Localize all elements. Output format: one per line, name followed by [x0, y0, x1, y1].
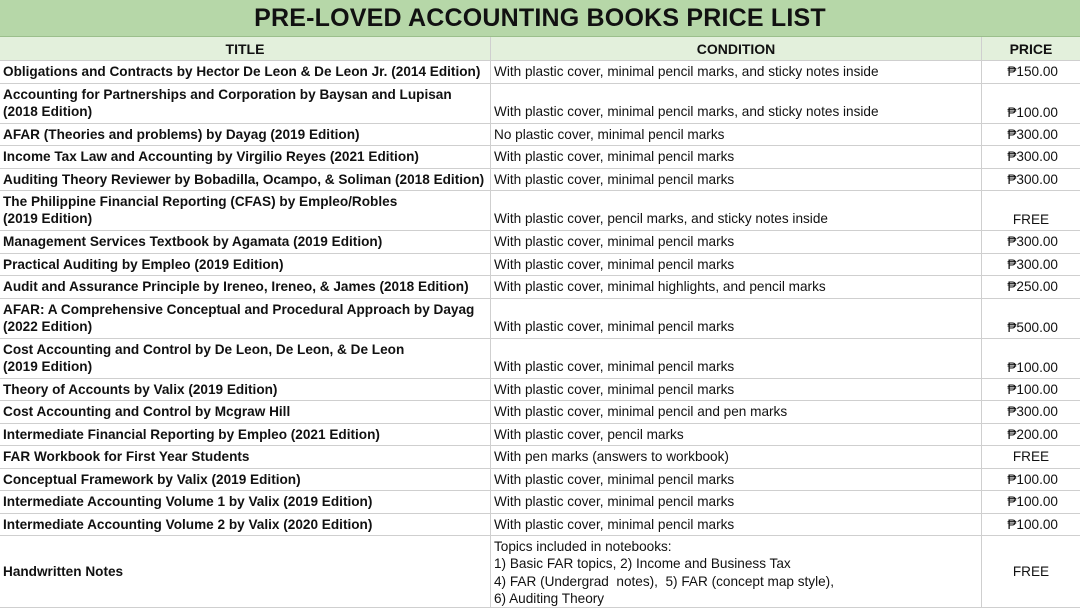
table-row — [0, 124, 1080, 147]
book-condition: With plastic cover, minimal pencil marks — [490, 231, 981, 253]
table-row — [0, 424, 1080, 447]
book-price: FREE — [981, 191, 1080, 230]
table-body — [0, 61, 1080, 608]
table-row — [0, 61, 1080, 84]
book-condition: With pen marks (answers to workbook) — [490, 446, 981, 468]
book-title: Accounting for Partnerships and Corporation by Baysan and Lupisan (2018 Edition) — [3, 86, 452, 119]
book-condition: No plastic cover, minimal pencil marks — [490, 124, 981, 146]
book-price: ₱100.00 — [981, 469, 1080, 491]
book-title: FAR Workbook for First Year Students — [3, 449, 250, 465]
book-price: ₱150.00 — [981, 61, 1080, 83]
table-row — [0, 146, 1080, 169]
book-price: FREE — [981, 446, 1080, 468]
book-price: ₱100.00 — [981, 339, 1080, 378]
book-title: Obligations and Contracts by Hector De Leon & De Leon Jr. (2014 Edition) — [3, 64, 481, 80]
book-title: Intermediate Accounting Volume 1 by Valix (2019 Edition) — [3, 494, 373, 510]
book-price: ₱100.00 — [981, 84, 1080, 123]
book-price: ₱200.00 — [981, 424, 1080, 446]
book-price: ₱300.00 — [981, 146, 1080, 168]
table-row — [0, 254, 1080, 277]
book-title: The Philippine Financial Reporting (CFAS) by Empleo/Robles (2019 Edition) — [3, 194, 398, 226]
book-price: ₱250.00 — [981, 276, 1080, 298]
book-title: Theory of Accounts by Valix (2019 Edition) — [3, 381, 278, 397]
condition-line: Topics included in notebooks: — [494, 538, 672, 554]
book-price: ₱500.00 — [981, 299, 1080, 338]
book-condition: With plastic cover, minimal pencil marks, and sticky notes inside — [490, 61, 981, 83]
book-condition: With plastic cover, minimal pencil marks — [490, 491, 981, 513]
book-price: ₱300.00 — [981, 401, 1080, 423]
condition-line: 1) Basic FAR topics, 2) Income and Business Tax — [494, 556, 791, 571]
book-price: ₱300.00 — [981, 169, 1080, 191]
book-condition: With plastic cover, minimal pencil marks — [490, 146, 981, 168]
book-title: Practical Auditing by Empleo (2019 Edition) — [3, 256, 284, 272]
book-price: ₱300.00 — [981, 231, 1080, 253]
book-title: Auditing Theory Reviewer by Bobadilla, Ocampo, & Soliman (2018 Edition) — [3, 171, 485, 187]
table-row — [0, 339, 1080, 379]
book-title: Audit and Assurance Principle by Ireneo, Ireneo, & James (2018 Edition) — [3, 279, 469, 295]
title-banner — [0, 0, 1080, 37]
book-condition: With plastic cover, minimal pencil marks — [490, 379, 981, 401]
page-title: PRE-LOVED ACCOUNTING BOOKS PRICE LIST — [254, 3, 826, 32]
book-condition: With plastic cover, minimal pencil and pen marks — [490, 401, 981, 423]
table-row — [0, 514, 1080, 537]
book-condition: With plastic cover, minimal pencil marks — [490, 169, 981, 191]
book-condition: With plastic cover, minimal pencil marks — [490, 469, 981, 491]
header-condition: CONDITION — [490, 37, 981, 60]
book-condition: With plastic cover, minimal pencil marks, and sticky notes inside — [490, 84, 981, 123]
header-title: TITLE — [225, 40, 265, 57]
book-title: Intermediate Financial Reporting by Empleo (2021 Edition) — [3, 426, 380, 442]
book-condition: With plastic cover, pencil marks, and sticky notes inside — [490, 191, 981, 230]
table-row — [0, 191, 1080, 231]
book-title: Cost Accounting and Control by Mcgraw Hill — [3, 404, 291, 420]
condition-line: 4) FAR (Undergrad notes), 5) FAR (concept map style), — [494, 573, 834, 589]
book-condition: With plastic cover, minimal pencil marks — [490, 339, 981, 378]
book-title: AFAR (Theories and problems) by Dayag (2019 Edition) — [3, 126, 360, 142]
book-condition — [490, 536, 981, 607]
book-condition: With plastic cover, minimal highlights, and pencil marks — [490, 276, 981, 298]
book-price: ₱300.00 — [981, 124, 1080, 146]
book-condition: With plastic cover, pencil marks — [490, 424, 981, 446]
table-row — [0, 276, 1080, 299]
book-condition: With plastic cover, minimal pencil marks — [490, 514, 981, 536]
book-price: ₱100.00 — [981, 491, 1080, 513]
table-row — [0, 379, 1080, 402]
book-price: ₱100.00 — [981, 514, 1080, 536]
header-price: PRICE — [981, 37, 1080, 60]
book-title: Handwritten Notes — [3, 564, 124, 579]
book-price: ₱300.00 — [981, 254, 1080, 276]
table-row — [0, 299, 1080, 339]
table-row — [0, 469, 1080, 492]
table-row — [0, 401, 1080, 424]
book-title: AFAR: A Comprehensive Conceptual and Procedural Approach by Dayag (2022 Edition) — [3, 301, 475, 334]
book-price: ₱100.00 — [981, 379, 1080, 401]
book-title: Management Services Textbook by Agamata (2019 Edition) — [3, 234, 383, 250]
book-title: Cost Accounting and Control by De Leon, De Leon, & De Leon (2019 Edition) — [3, 341, 405, 374]
table-row — [0, 491, 1080, 514]
book-price: FREE — [981, 536, 1080, 607]
table-row — [0, 169, 1080, 192]
table-row — [0, 446, 1080, 469]
table-row — [0, 536, 1080, 608]
table-header — [0, 37, 1080, 61]
book-condition: With plastic cover, minimal pencil marks — [490, 299, 981, 338]
table-row — [0, 231, 1080, 254]
book-title: Income Tax Law and Accounting by Virgilio Reyes (2021 Edition) — [3, 149, 419, 165]
book-title: Conceptual Framework by Valix (2019 Edition) — [3, 471, 301, 487]
book-title: Intermediate Accounting Volume 2 by Valix (2020 Edition) — [3, 516, 373, 532]
table-row — [0, 84, 1080, 124]
book-condition: With plastic cover, minimal pencil marks — [490, 254, 981, 276]
condition-line: 6) Auditing Theory — [494, 591, 605, 606]
